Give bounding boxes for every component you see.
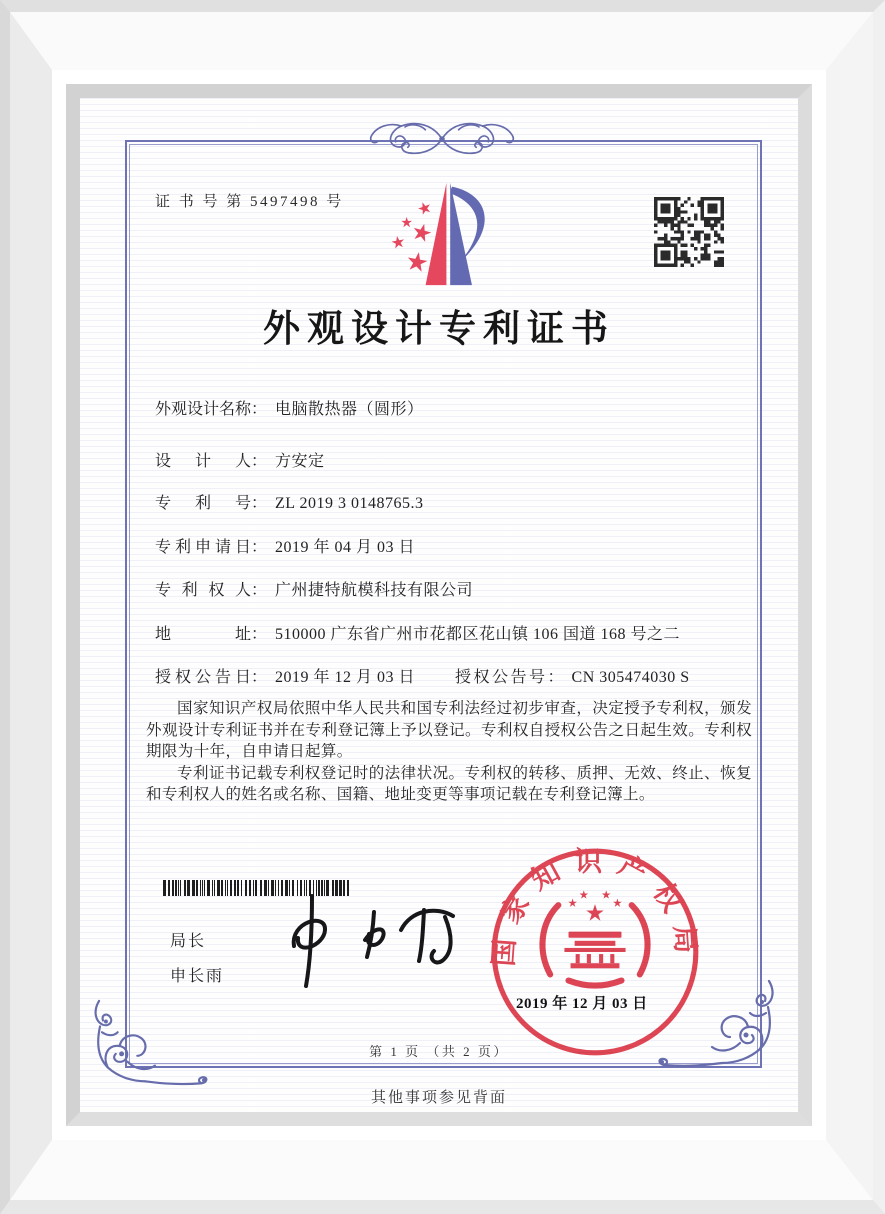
field-value: 广州捷特航模科技有限公司 — [275, 582, 474, 599]
field-row-designer — [155, 448, 758, 471]
certificate-number: 证 书 号 第 5497498 号 — [155, 194, 344, 210]
field-colon: ： — [251, 401, 268, 418]
field-grant-number — [455, 664, 690, 687]
field-colon: ： — [251, 669, 268, 686]
field-row-patent-number — [155, 490, 758, 513]
field-label: 地址 — [155, 626, 251, 643]
field-colon: ： — [251, 539, 268, 556]
certificate-title: 外观设计专利证书 — [263, 309, 615, 350]
field-label: 专利申请日 — [155, 539, 251, 556]
field-label: 设计人 — [155, 453, 251, 470]
field-colon: ： — [251, 453, 268, 470]
field-value: 2019 年 04 月 03 日 — [275, 539, 416, 556]
field-value: CN 305474030 S — [571, 669, 690, 686]
field-value: 电脑散热器（圆形） — [275, 401, 424, 418]
field-colon: ： — [547, 669, 564, 686]
field-label: 授权公告号 — [455, 669, 548, 686]
photo-frame-lip — [52, 70, 826, 1140]
cnipa-logo-icon — [365, 176, 507, 292]
field-value: 方安定 — [275, 453, 325, 470]
seal-text: 国家知识产权局 — [487, 845, 703, 968]
field-colon: ： — [251, 626, 268, 643]
field-label: 专利号 — [155, 495, 251, 512]
seal-date: 2019 年 12 月 03 日 — [516, 996, 648, 1012]
qr-code — [654, 197, 724, 267]
official-seal — [485, 842, 705, 1062]
field-colon: ： — [251, 495, 268, 512]
top-flourish-icon — [368, 111, 516, 167]
field-value: 510000 广东省广州市花都区花山镇 106 国道 168 号之二 — [275, 626, 681, 643]
field-row-address — [155, 621, 758, 644]
body-paragraph: 专利证书记载专利权登记时的法律状况。专利权的转移、质押、无效、终止、恢复和专利权人的姓名或名称、国籍、地址变更等事项记载在专利登记簿上。 — [146, 764, 752, 803]
field-label: 专利权人 — [155, 582, 251, 599]
field-label: 授权公告日 — [155, 669, 251, 686]
field-colon: ： — [251, 582, 268, 599]
director-block — [170, 924, 224, 994]
body-paragraph: 国家知识产权局依照中华人民共和国专利法经过初步审查，决定授予专利权，颁发外观设计专利证书并在专利登记簿上予以登记。专利权自授权公告之日起生效。专利权期限为十年，自申请日起算。 — [146, 700, 752, 760]
field-row-patentee — [155, 577, 758, 600]
frame-mat-opening — [66, 84, 812, 1126]
certificate-paper — [80, 98, 798, 1112]
director-title: 局长 — [170, 933, 207, 950]
back-note: 其他事项参见背面 — [370, 1090, 507, 1106]
field-row-filing-date — [155, 534, 758, 557]
statutory-text — [146, 698, 752, 806]
national-emblem-icon — [542, 890, 647, 985]
photo-frame-face — [10, 12, 873, 1200]
field-value: 2019 年 12 月 03 日 — [275, 669, 416, 686]
field-row-grant — [155, 664, 758, 687]
director-name: 申长雨 — [170, 968, 225, 985]
field-label: 外观设计名称 — [155, 401, 252, 418]
field-row-design-name — [155, 396, 758, 419]
field-value: ZL 2019 3 0148765.3 — [275, 495, 424, 512]
page-number: 第 1 页 （共 2 页） — [369, 1044, 509, 1059]
director-signature — [268, 886, 473, 996]
